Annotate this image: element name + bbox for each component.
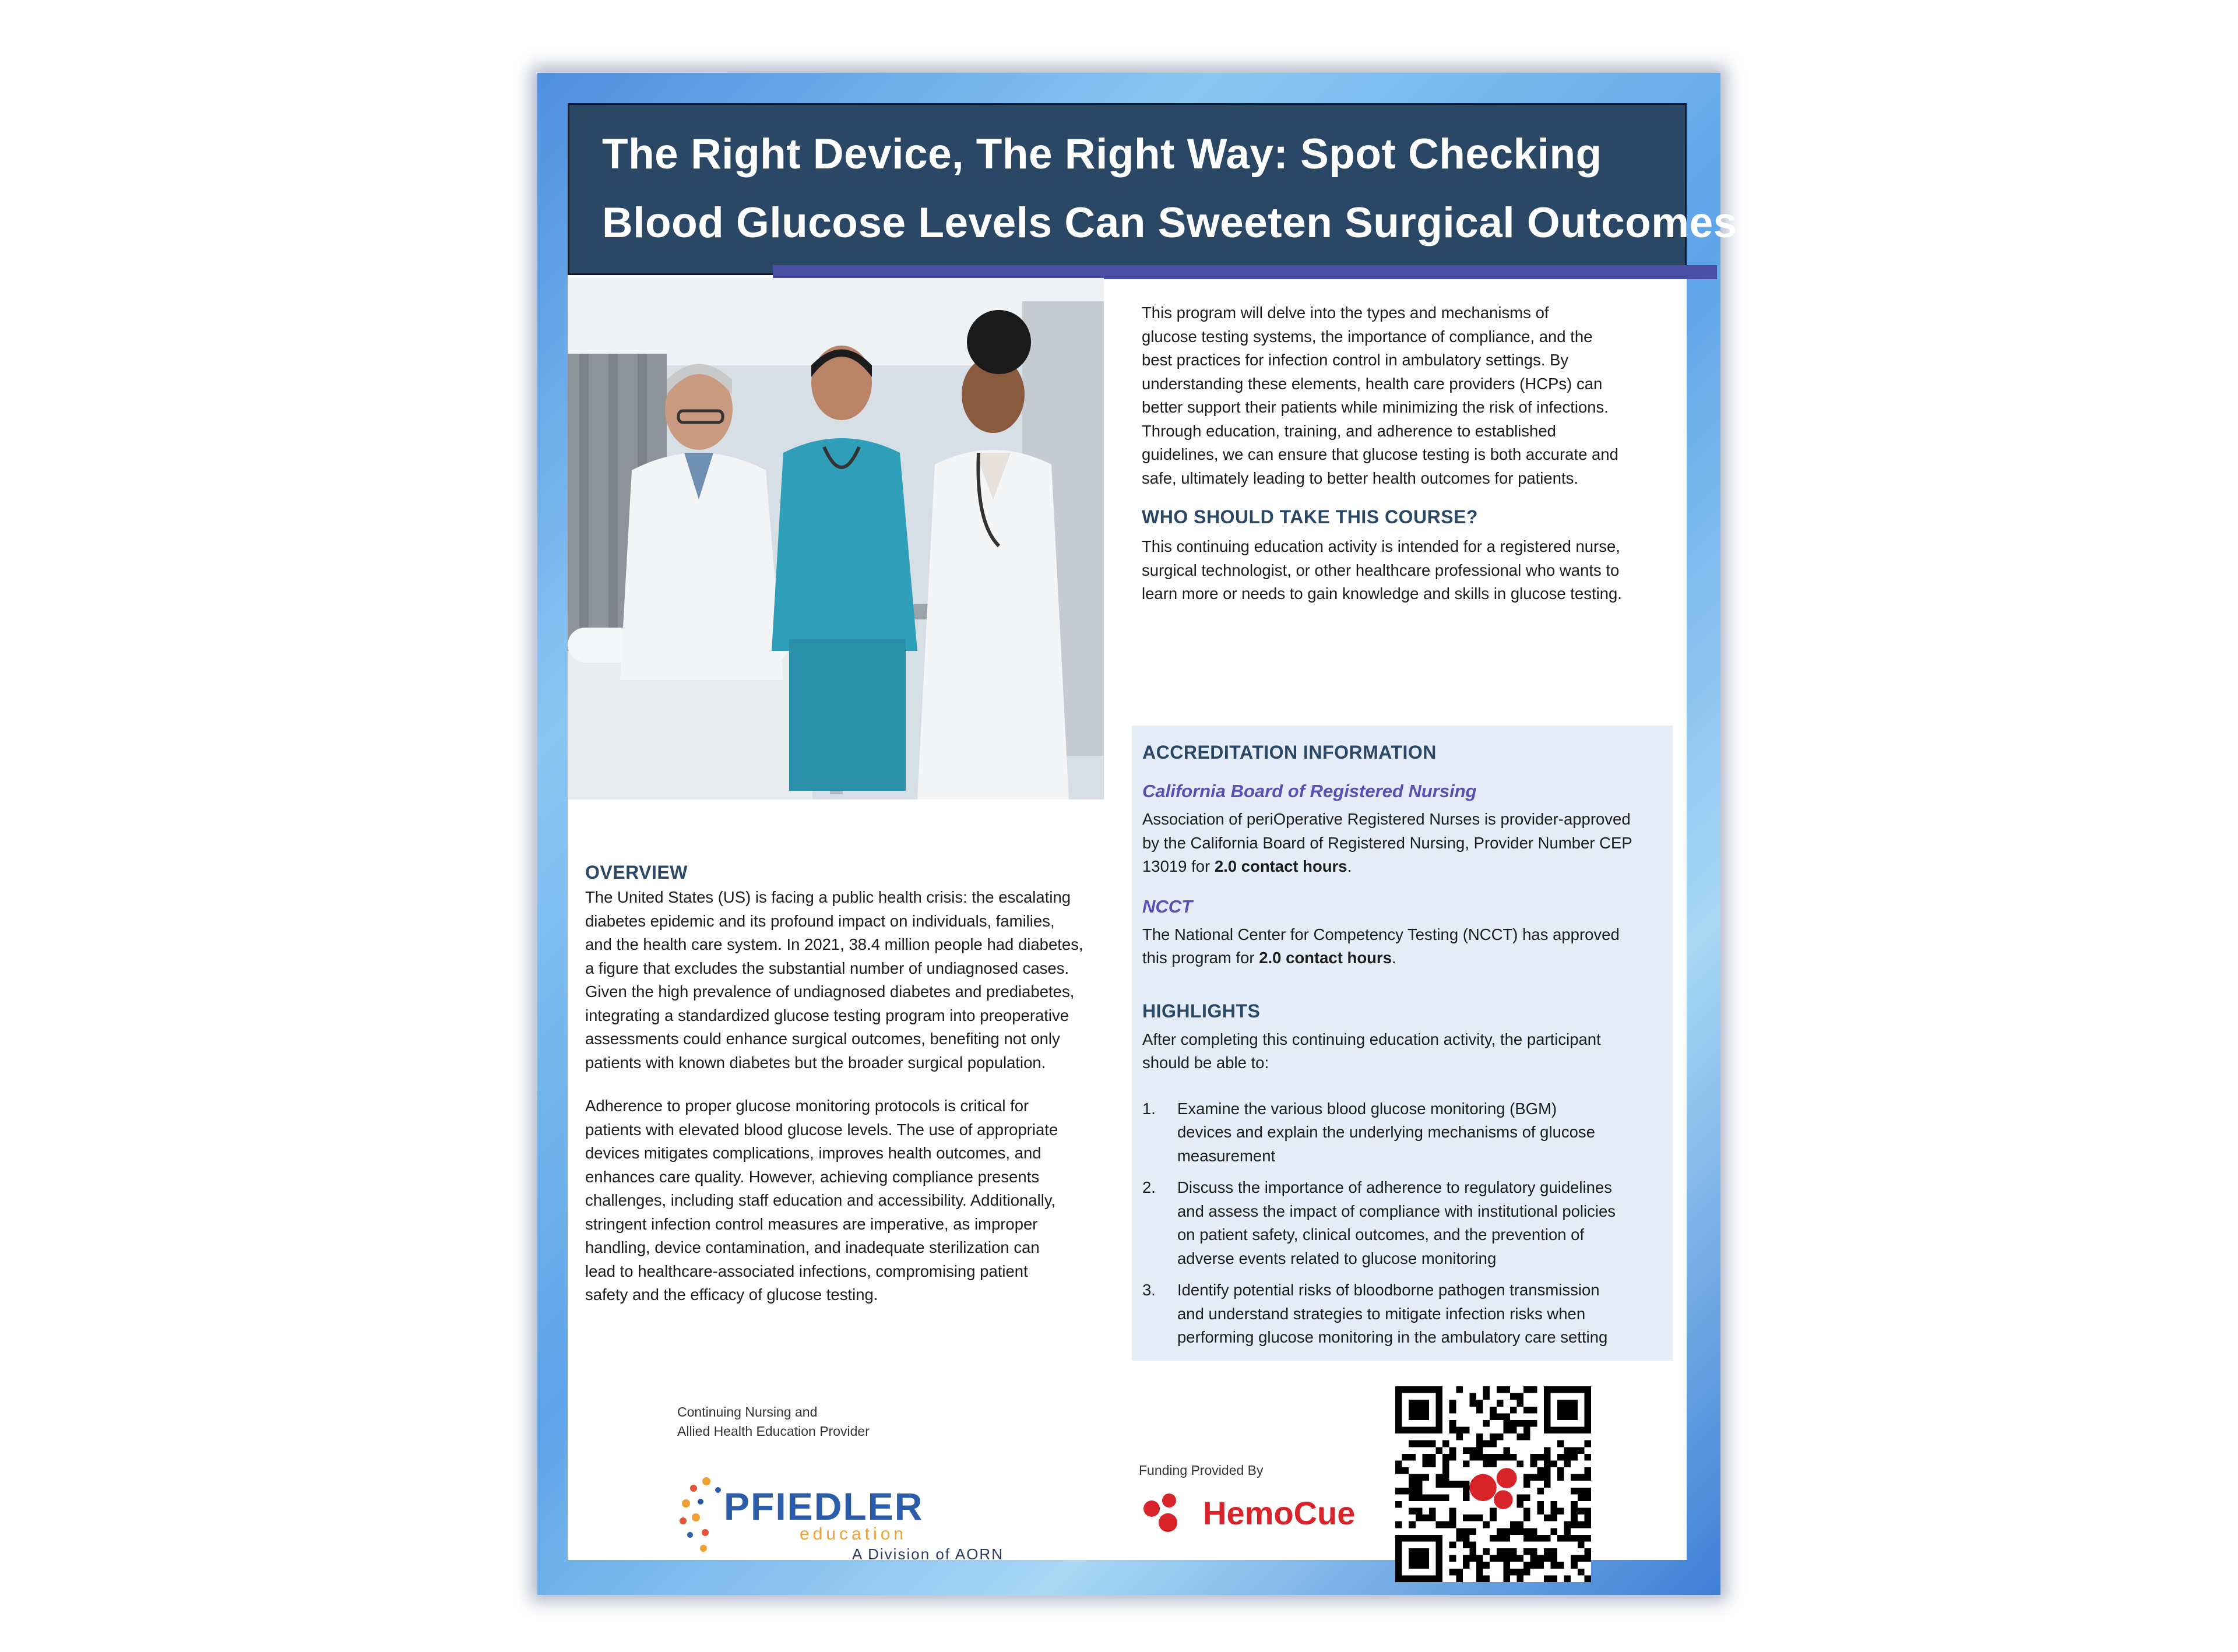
highlights-heading: HIGHLIGHTS: [1142, 1000, 1261, 1022]
overview-line: integrating a standardized glucose testing program into preoperative: [585, 1006, 1069, 1024]
overview-heading: OVERVIEW: [585, 862, 688, 883]
list-item-line: devices and explain the underlying mechanisms of glucose: [1177, 1123, 1595, 1141]
intro-line: guidelines, we can ensure that glucose testing is both accurate and: [1142, 445, 1618, 463]
overview-line: stringent infection control measures are imperative, as improper: [585, 1214, 1038, 1233]
overview-line: a figure that excludes the substantial number of undiagnosed cases.: [585, 959, 1069, 977]
overview-line: Adherence to proper glucose monitoring protocols is critical for: [585, 1097, 1029, 1115]
list-item-line: Identify potential risks of bloodborne pathogen transmission: [1177, 1281, 1600, 1299]
list-item-line: on patient safety, clinical outcomes, and the prevention of: [1177, 1225, 1585, 1244]
overview-column: [585, 862, 1110, 1307]
who-line: surgical technologist, or other healthcare professional who wants to: [1142, 561, 1620, 579]
list-item-number: 2.: [1142, 1178, 1156, 1196]
overview-line: and the health care system. In 2021, 38.4 million people had diabetes,: [585, 935, 1083, 953]
cabrn-line: by the California Board of Registered Nursing, Provider Number CEP: [1142, 833, 1632, 852]
intro-line: understanding these elements, health care providers (HCPs) can: [1142, 374, 1603, 393]
intro-line: This program will delve into the types and mechanisms of: [1142, 304, 1549, 322]
flyer-frame: [537, 73, 1737, 1595]
ncct-line: The National Center for Competency Testing (NCCT) has approved: [1142, 925, 1620, 943]
ncct-heading: NCCT: [1142, 896, 1193, 917]
list-item-text: [1177, 1278, 1662, 1350]
overview-line: The United States (US) is facing a public health crisis: the escalating: [585, 888, 1071, 906]
intro-line: Through education, training, and adherence to established: [1142, 421, 1556, 440]
ncct-paragraph: [1142, 923, 1662, 970]
funding-block: [1139, 1461, 1384, 1537]
sunburst-icon: [677, 1470, 730, 1557]
provider-caption-2: Allied Health Education Provider: [677, 1424, 870, 1439]
list-item-line: measurement: [1177, 1146, 1276, 1165]
clinicians-illustration: [568, 278, 1104, 799]
list-item-line: Discuss the importance of adherence to regulatory guidelines: [1177, 1178, 1612, 1196]
highlights-intro: [1142, 1028, 1662, 1075]
who-line: learn more or needs to gain knowledge and skills in glucose testing.: [1142, 584, 1622, 603]
pfiedler-wordmark: PFIEDLER: [724, 1485, 924, 1528]
intro-line: better support their patients while minimizing the risk of infections.: [1142, 398, 1609, 416]
overview-line: patients with elevated blood glucose levels. The use of appropriate: [585, 1120, 1058, 1139]
list-item-line: adverse events related to glucose monitoring: [1177, 1249, 1497, 1267]
title-banner: [568, 103, 1737, 275]
who-paragraph: [1142, 535, 1655, 606]
provider-block: [677, 1403, 1004, 1563]
ncct-hours: 2.0 contact hours: [1259, 949, 1392, 967]
list-item: [1142, 1176, 1662, 1270]
intro-line: safe, ultimately leading to better health outcomes for patients.: [1142, 469, 1579, 487]
list-item-number: 1.: [1142, 1099, 1156, 1118]
cabrn-line: Association of periOperative Registered Nurses is provider-approved: [1142, 810, 1631, 828]
overview-paragraph-2: [585, 1094, 1110, 1307]
ncct-line: this program for: [1142, 949, 1259, 967]
highlights-intro-line: After completing this continuing education activity, the participant: [1142, 1030, 1601, 1048]
list-item: [1142, 1097, 1662, 1168]
list-item-line: Examine the various blood glucose monitoring (BGM): [1177, 1099, 1557, 1118]
ncct-period: .: [1391, 949, 1396, 967]
intro-line: glucose testing systems, the importance of compliance, and the: [1142, 327, 1593, 346]
intro-column: [1142, 301, 1655, 606]
cabrn-paragraph: [1142, 808, 1662, 879]
pfiedler-subword: education: [800, 1524, 907, 1544]
title-line-1: The Right Device, The Right Way: Spot Checking: [602, 131, 1602, 178]
list-item-text: [1177, 1176, 1662, 1270]
list-item-text: [1177, 1097, 1662, 1168]
highlights-intro-line: should be able to:: [1142, 1054, 1269, 1072]
overview-paragraph-1: [585, 886, 1110, 1075]
clinicians-photo: [568, 278, 1104, 799]
pfiedler-division: A Division of AORN: [852, 1545, 1004, 1563]
provider-caption-1: Continuing Nursing and: [677, 1404, 818, 1419]
who-heading: WHO SHOULD TAKE THIS COURSE?: [1142, 506, 1478, 527]
hemocue-wordmark: HemoCue: [1203, 1495, 1356, 1531]
accreditation-box: [1132, 725, 1673, 1361]
overview-line: lead to healthcare-associated infections, compromising patient: [585, 1262, 1028, 1280]
intro-paragraph: [1142, 301, 1655, 490]
highlights-list: [1142, 1097, 1662, 1350]
cabrn-hours: 2.0 contact hours: [1214, 857, 1347, 875]
flyer-page: [568, 103, 1737, 1563]
accreditation-heading: ACCREDITATION INFORMATION: [1142, 742, 1437, 763]
overview-line: assessments could enhance surgical outcomes, benefiting not only: [585, 1030, 1060, 1048]
intro-line: best practices for infection control in ambulatory settings. By: [1142, 351, 1569, 369]
list-item-line: and understand strategies to mitigate infection risks when: [1177, 1304, 1586, 1323]
qr-code[interactable]: [1395, 1386, 1591, 1582]
overview-line: safety and the efficacy of glucose testing.: [585, 1285, 878, 1304]
hemocue-drops-icon: [1139, 1491, 1191, 1538]
list-item-line: and assess the impact of compliance with institutional policies: [1177, 1202, 1616, 1220]
pfiedler-logo: [677, 1446, 1004, 1563]
list-item: [1142, 1278, 1662, 1350]
overview-line: enhances care quality. However, achieving compliance presents: [585, 1167, 1040, 1186]
overview-line: challenges, including staff education and accessibility. Additionally,: [585, 1191, 1056, 1209]
title-accent-rule: [773, 265, 1717, 279]
qr-code-icon: [1395, 1386, 1591, 1582]
overview-line: patients with known diabetes but the broader surgical population.: [585, 1053, 1046, 1072]
funding-caption: Funding Provided By: [1139, 1463, 1264, 1478]
title-line-2: Blood Glucose Levels Can Sweeten Surgical Outcomes: [602, 199, 1737, 246]
overview-line: Given the high prevalence of undiagnosed diabetes and prediabetes,: [585, 982, 1075, 1001]
list-item-line: performing glucose monitoring in the ambulatory care setting: [1177, 1328, 1608, 1346]
cabrn-line: 13019 for: [1142, 857, 1215, 875]
cabrn-period: .: [1347, 857, 1352, 875]
list-item-number: 3.: [1142, 1281, 1156, 1299]
cabrn-heading: California Board of Registered Nursing: [1142, 781, 1477, 801]
overview-line: devices mitigates complications, improves health outcomes, and: [585, 1144, 1041, 1162]
overview-line: handling, device contamination, and inadequate sterilization can: [585, 1238, 1040, 1256]
overview-line: diabetes epidemic and its profound impact on individuals, families,: [585, 911, 1055, 930]
who-line: This continuing education activity is intended for a registered nurse,: [1142, 537, 1620, 555]
